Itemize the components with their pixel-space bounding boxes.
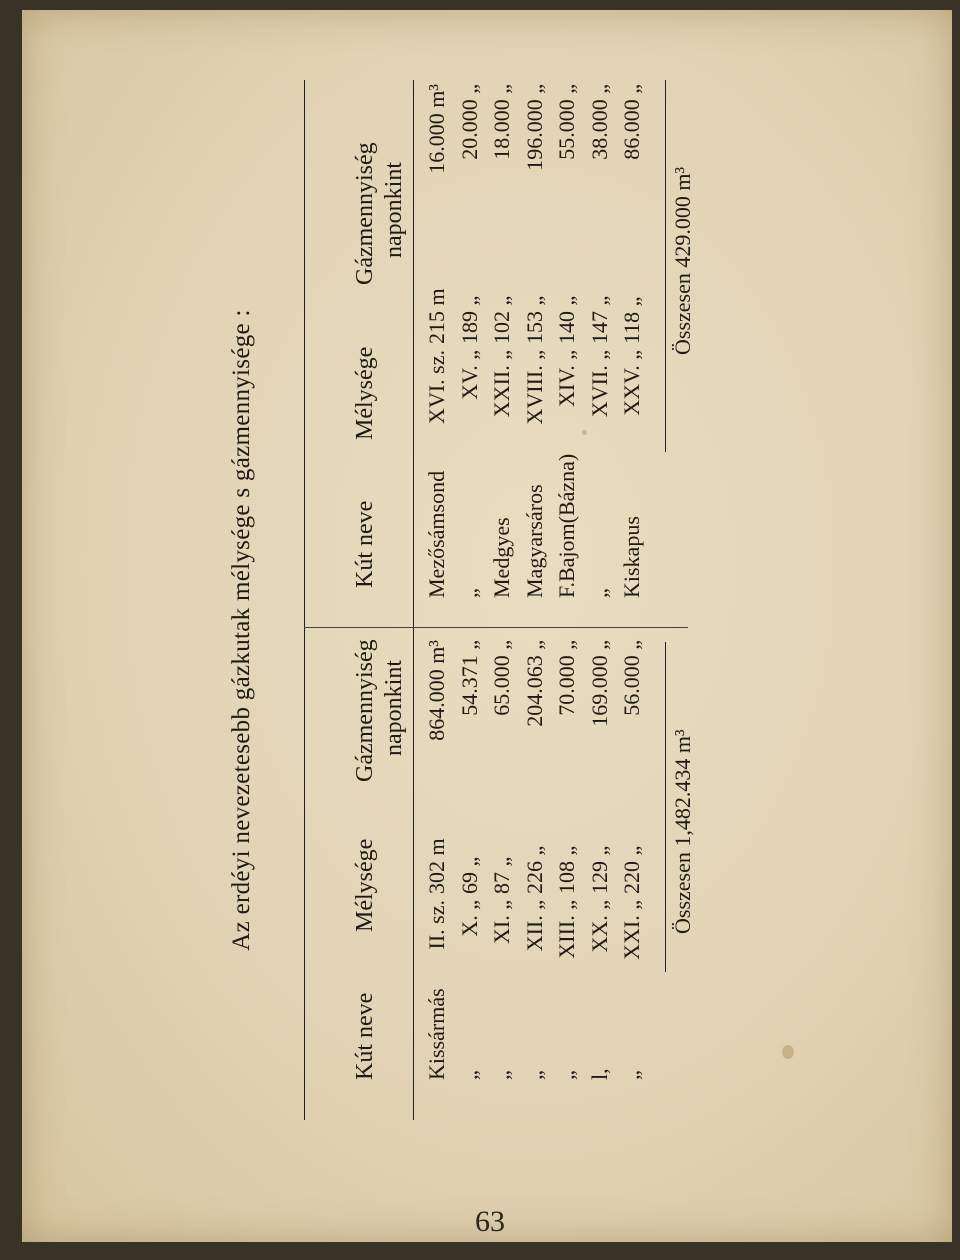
table-right-cell-gas: 86.000 „ <box>619 84 644 160</box>
table-left-cell-name: „ <box>489 1070 514 1080</box>
table-left-cell-depth: 108 „ <box>554 845 579 894</box>
table-right-cell-name: Magyarsáros <box>521 484 547 598</box>
table-left-cell-no: XI. „ <box>489 900 514 944</box>
table-left-cell-gas: 169.000 „ <box>586 640 612 727</box>
table-left-cell-depth: 129 „ <box>586 845 612 894</box>
table-left-cell-no: XIII. „ <box>554 900 579 959</box>
table-left-cell-name: „ <box>619 1070 644 1080</box>
table-right-cell-name: Medgyes <box>489 517 514 598</box>
table-left-cell-depth: 87 „ <box>489 856 514 894</box>
table-left-cell-name: l, <box>586 1068 612 1080</box>
table-right-cell-name: F.Bajom(Bázna) <box>554 453 579 598</box>
table-left-cell-no: X. „ <box>456 900 482 937</box>
table-left-cell-no: XX. „ <box>586 900 612 953</box>
header-bottom-rule <box>413 80 414 1120</box>
right-header-gas-sub: naponkint <box>381 162 407 258</box>
table-left-cell-gas: 65.000 „ <box>489 640 514 716</box>
left-total-rule <box>665 642 666 972</box>
table-right-cell-no: XXII. „ <box>489 350 514 418</box>
table-left-cell-depth: 69 „ <box>456 856 482 894</box>
table-left-cell-gas: 204.063 „ <box>521 640 547 727</box>
table-left-cell-depth: 220 „ <box>619 845 644 894</box>
table-left-cell-no: XXI. „ <box>619 900 644 960</box>
table-left-cell-gas: 70.000 „ <box>554 640 579 716</box>
table-right-cell-gas: 20.000 „ <box>456 84 482 160</box>
table-left-cell-gas: 56.000 „ <box>619 640 644 716</box>
left-header-depth: Mélysége <box>352 838 378 932</box>
table-left-cell-depth: 226 „ <box>521 845 547 894</box>
table-right-cell-gas: 196.000 „ <box>521 84 547 171</box>
page-number: 63 <box>475 1205 505 1238</box>
table-left-cell-no: XII. „ <box>521 900 547 952</box>
table-left-cell-gas: 864.000 m³ <box>424 640 449 741</box>
table-left-cell-name: „ <box>554 1070 579 1080</box>
right-total: Összesen 429.000 m³ <box>670 166 695 355</box>
table-right-cell-depth: 118 „ <box>619 296 644 344</box>
table-right-cell-depth: 215 m <box>424 288 449 344</box>
table-right-cell-name: „ <box>456 588 482 598</box>
table-right-cell-no: XVII. „ <box>586 350 612 418</box>
table-top-rule <box>304 80 305 1120</box>
left-header-gas: Gázmennyiség <box>352 639 378 782</box>
table-right-cell-name: Mezősámsond <box>424 470 449 598</box>
right-header-name: Kút neve <box>352 500 378 588</box>
table-left-cell-name: „ <box>521 1070 547 1080</box>
table-left-cell-name: Kissármás <box>424 988 449 1080</box>
table-right-cell-no: XVIII. „ <box>521 350 547 425</box>
table-right-cell-gas: 38.000 „ <box>586 84 612 160</box>
left-header-gas-sub: naponkint <box>381 660 407 756</box>
table-right-cell-no: XV. „ <box>456 350 482 400</box>
right-header-depth: Mélysége <box>352 346 378 440</box>
table-right-cell-gas: 55.000 „ <box>554 84 579 160</box>
left-header-name: Kút neve <box>352 992 378 1080</box>
left-total: Összesen 1,482.434 m³ <box>670 729 695 934</box>
table-right-cell-depth: 153 „ <box>521 295 547 344</box>
table-left-cell-name: „ <box>456 1070 482 1080</box>
page-heading: Az erdéyi nevezetesebb gázkutak mélysége s gázmennyisége : <box>228 309 255 951</box>
table-right-cell-no: XIV. „ <box>554 350 579 408</box>
table-left-cell-depth: 302 m <box>424 838 449 894</box>
right-total-rule <box>665 80 666 452</box>
table-right-cell-depth: 147 „ <box>586 295 612 344</box>
right-header-gas: Gázmennyiség <box>352 142 378 285</box>
table-right-cell-no: XVI. sz. <box>424 350 449 424</box>
table-left-cell-no: II. sz. <box>424 900 449 950</box>
table-right-cell-gas: 16.000 m³ <box>424 84 449 174</box>
table-divider <box>304 627 688 628</box>
table-right-cell-no: XXV. „ <box>619 350 644 416</box>
table-left-cell-gas: 54.371 „ <box>456 640 482 716</box>
table-right-cell-name: „ <box>586 588 612 598</box>
table-right-cell-depth: 189 „ <box>456 295 482 344</box>
table-right-cell-gas: 18.000 „ <box>489 84 514 160</box>
table-right-cell-name: Kiskapus <box>619 516 644 598</box>
table-right-cell-depth: 140 „ <box>554 295 579 344</box>
table-right-cell-depth: 102 „ <box>489 295 514 344</box>
